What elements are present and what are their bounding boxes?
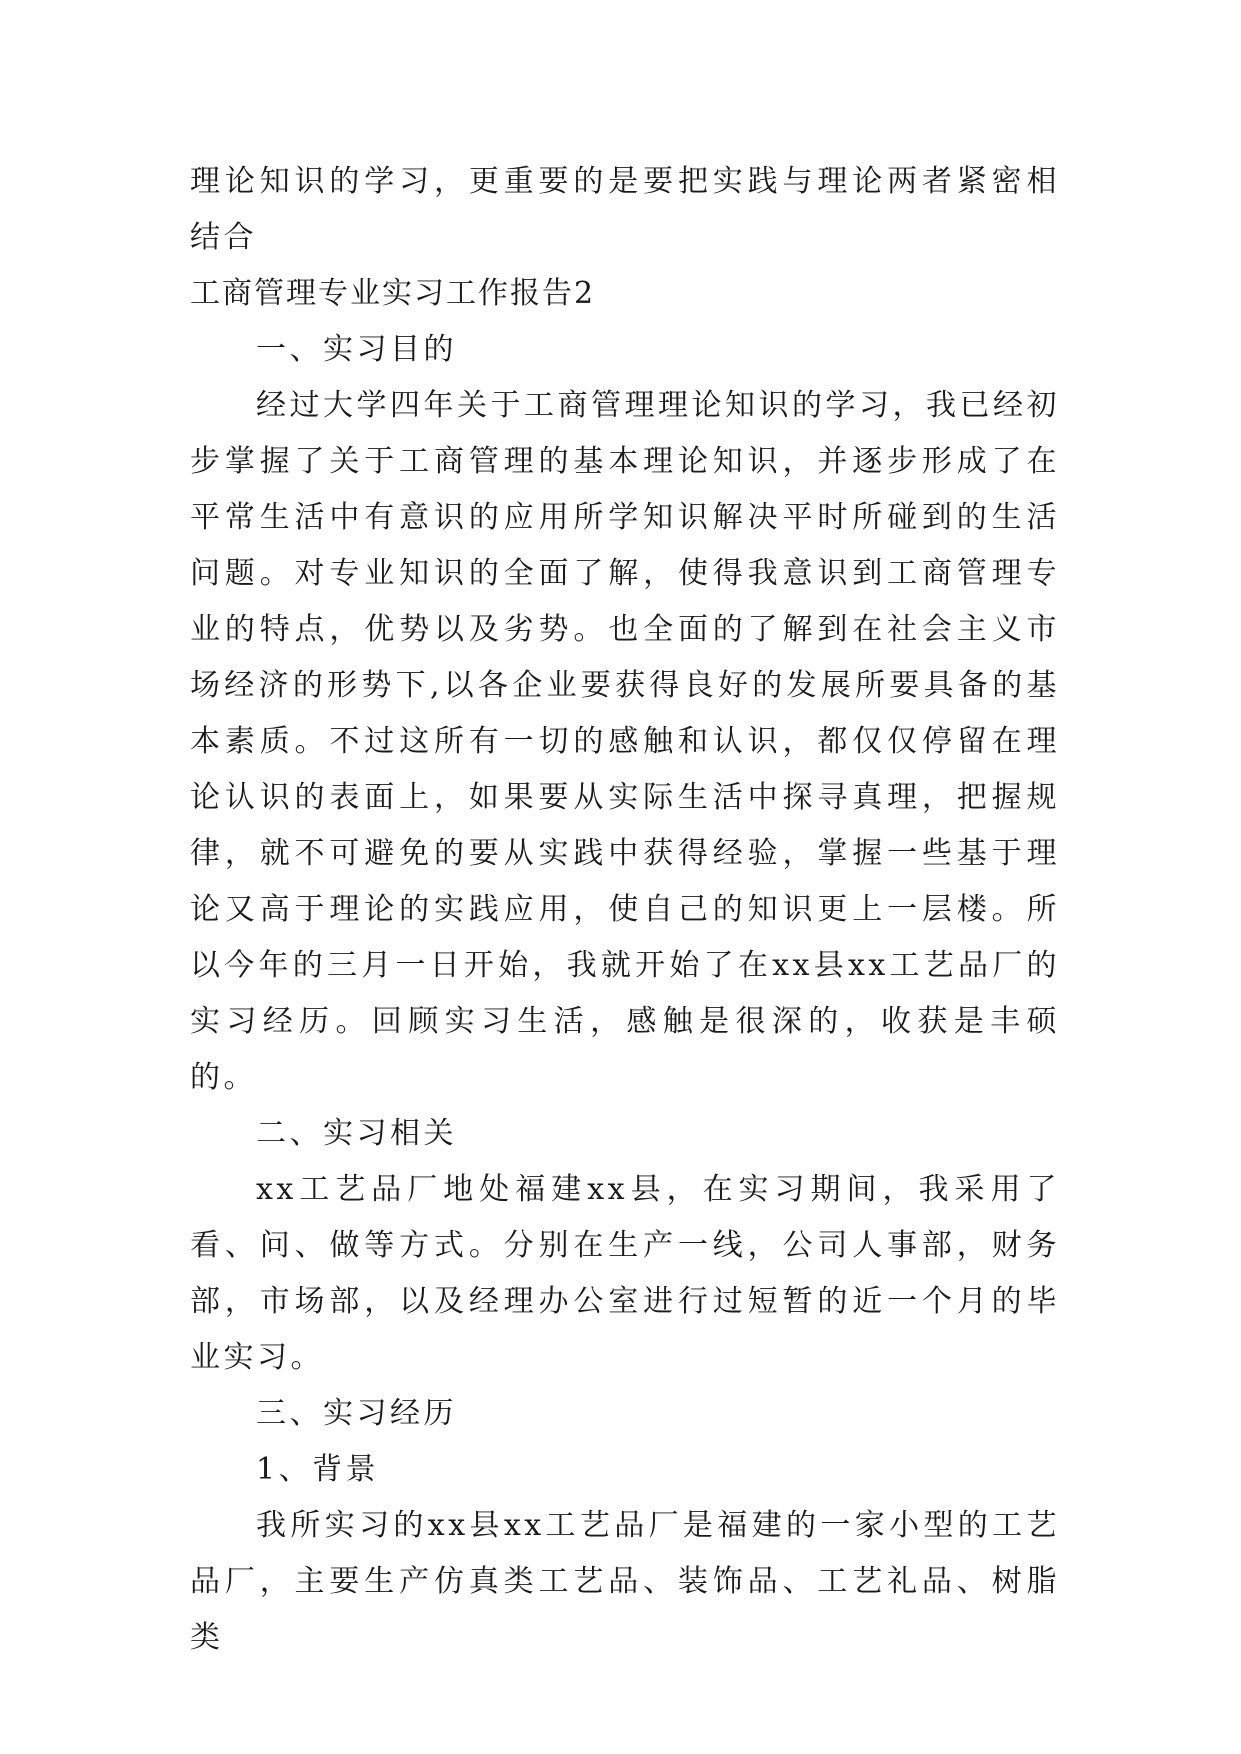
section-heading-experience: 三、实习经历 — [256, 1396, 457, 1431]
paragraph-related: xx工艺品厂地处福建xx县，在实习期间，我采用了看、问、做等方式。分别在生产一线，公司人事部，财务部，市场部，以及经理办公室进行过短暂的近一个月的毕业实习。 — [190, 1172, 1060, 1375]
section-heading-purpose: 一、实习目的 — [256, 332, 457, 367]
paragraph-continuation: 理论知识的学习，更重要的是要把实践与理论两者紧密相结合 — [190, 164, 1060, 255]
subheading-background: 1、背景 — [256, 1452, 380, 1487]
paragraph-purpose: 经过大学四年关于工商管理理论知识的学习，我已经初步掌握了关于工商管理的基本理论知识，并逐步形成了在平常生活中有意识的应用所学知识解决平时所碰到的生活问题。对专业知识的全面了解，使得我意识到工商管理专业的特点，优势以及劣势。也全面的了解到在社会主义市场经济的形势下,以各企业要获得良好的发展所要具备的基本素质。不过这所有一切的感触和认识，都仅仅停留在理论认识的表面上，如果要从实际生活中探寻真理，把握规律，就不可避免的要从实践中获得经验，掌握一些基于理论又高于理论的实践应用，使自己的知识更上一层楼。所以今年的三月一日开始，我就开始了在xx县xx工艺品厂的实习经历。回顾实习生活，感触是很深的，收获是丰硕的。 — [190, 388, 1060, 1095]
report-title: 工商管理专业实习工作报告2 — [190, 276, 596, 311]
paragraph-background: 我所实习的xx县xx工艺品厂是福建的一家小型的工艺品厂，主要生产仿真类工艺品、装饰品、工艺礼品、树脂类 — [190, 1508, 1060, 1655]
section-heading-related: 二、实习相关 — [256, 1116, 457, 1151]
document-body — [190, 154, 1060, 1666]
